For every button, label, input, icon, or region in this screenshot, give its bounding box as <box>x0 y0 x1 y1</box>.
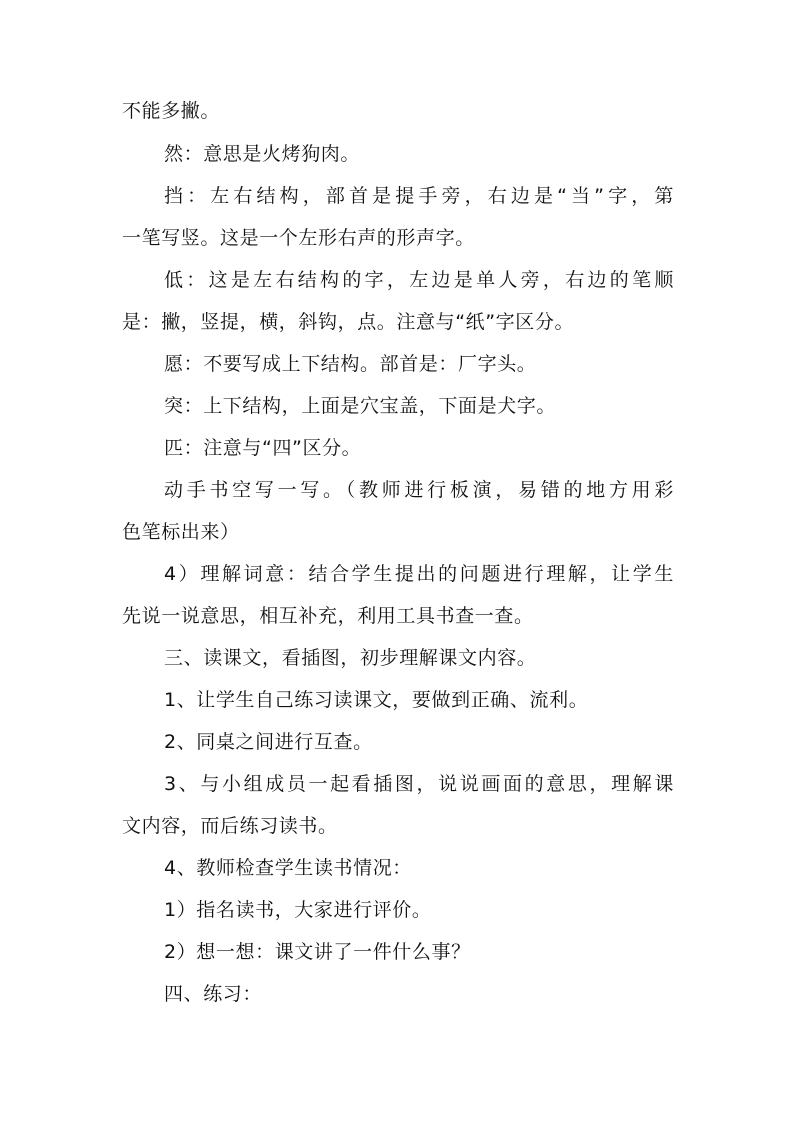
text-line-8: 突：上下结构，上面是穴宝盖，下面是犬字。 <box>164 395 557 417</box>
text-line-1: 不能多撇。 <box>122 100 221 122</box>
text-line-20: 1）指名读书，大家进行评价。 <box>164 899 432 921</box>
text-line-14: 三、读课文，看插图，初步理解课文内容。 <box>164 647 537 669</box>
text-line-6: 是：撇，竖提，横，斜钩，点。注意与“纸”字区分。 <box>122 311 575 333</box>
text-line-7: 愿：不要写成上下结构。部首是：厂字头。 <box>164 353 537 375</box>
text-line-18: 文内容，而后练习读书。 <box>122 815 338 837</box>
text-line-19: 4、教师检查学生读书情况： <box>164 857 412 879</box>
text-line-15: 1、让学生自己练习读课文，要做到正确、流利。 <box>164 689 589 711</box>
text-line-16: 2、同桌之间进行互查。 <box>164 731 373 753</box>
text-line-21: 2）想一想：课文讲了一件什么事？ <box>164 941 471 963</box>
text-line-9: 匹：注意与“四”区分。 <box>164 437 362 459</box>
text-line-17: 3、与小组成员一起看插图，说说画面的意思，理解课 <box>164 773 674 795</box>
text-line-5: 低：这是左右结构的字，左边是单人旁，右边的笔顺 <box>164 269 674 291</box>
text-line-22: 四、练习： <box>164 983 263 1005</box>
text-line-10: 动手书空写一写。（教师进行板演，易错的地方用彩 <box>164 479 674 501</box>
text-line-2: 然：意思是火烤狗肉。 <box>164 143 361 165</box>
text-line-11: 色笔标出来） <box>122 521 240 543</box>
text-line-4: 一笔写竖。这是一个左形右声的形声字。 <box>122 227 475 249</box>
text-line-13: 先说一说意思，相互补充，利用工具书查一查。 <box>122 605 534 627</box>
text-line-12: 4）理解词意：结合学生提出的问题进行理解，让学生 <box>164 563 674 585</box>
text-line-3: 挡：左右结构，部首是提手旁，右边是“当”字，第 <box>164 185 674 207</box>
